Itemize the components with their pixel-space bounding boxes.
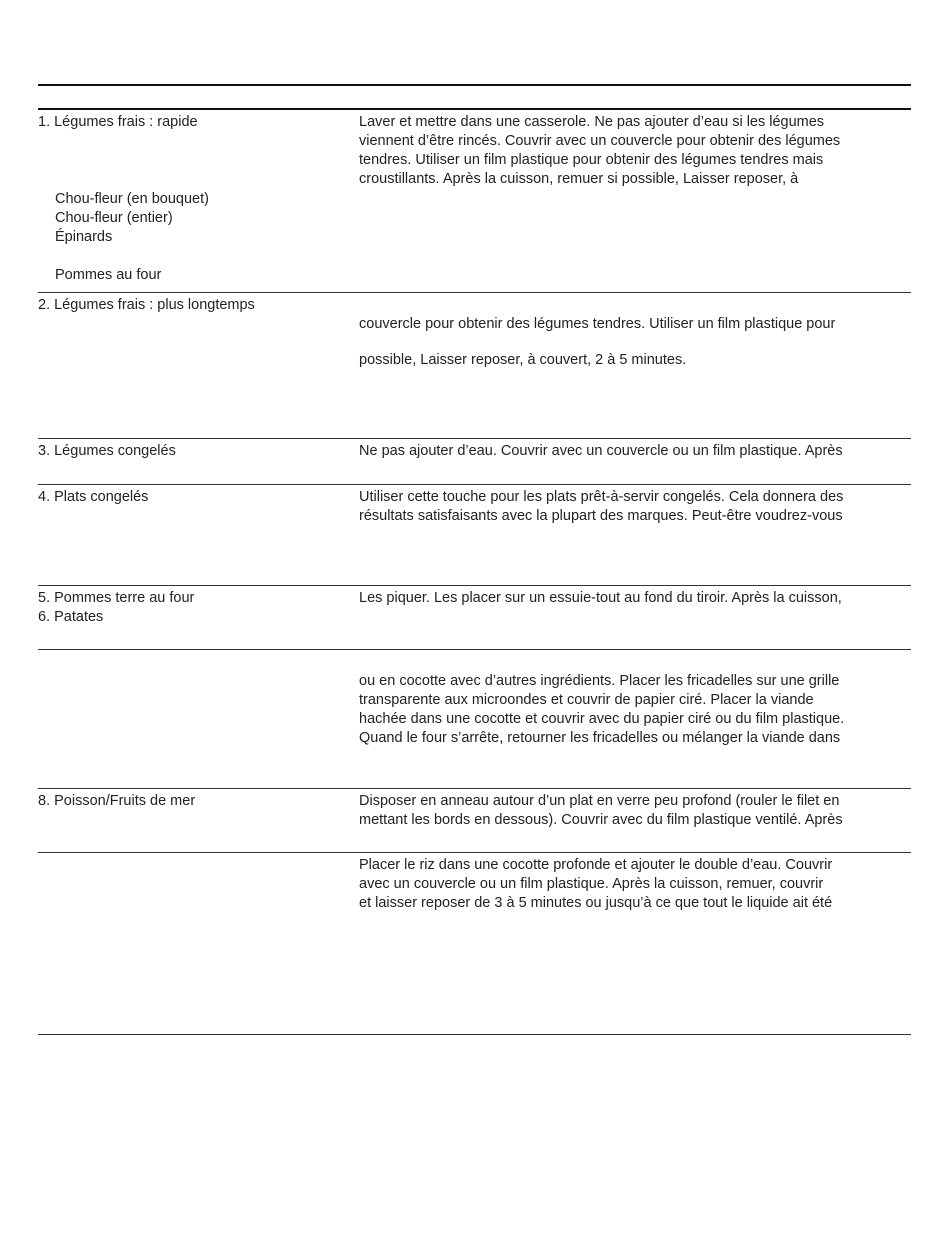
description-line: ou en cocotte avec d’autres ingrédients. Placer les fricadelles sur une grille	[359, 673, 840, 689]
description-line: Quand le four s’arrête, retourner les fricadelles ou mélanger la viande dans	[359, 730, 841, 746]
description-line: croustillants. Après la cuisson, remuer si possible, Laisser reposer, à	[359, 171, 799, 187]
description-line: avec un couvercle ou un film plastique. Après la cuisson, remuer, couvrir	[359, 876, 824, 892]
row-8-label: 8. Poisson/Fruits de mer	[38, 793, 196, 809]
row-1-description	[359, 113, 840, 189]
row-8-description	[359, 792, 843, 830]
description-line: mettant les bords en dessous). Couvrir avec du film plastique ventilé. Après	[359, 812, 843, 828]
description-line: résultats satisfaisants avec la plupart des marques. Peut-être voudrez-vous	[359, 508, 843, 524]
row-3-description: Ne pas ajouter d’eau. Couvrir avec un couvercle ou un film plastique. Après	[359, 443, 843, 459]
header-rule	[38, 108, 911, 110]
row-divider	[38, 649, 911, 650]
description-line: Laver et mettre dans une casserole. Ne pas ajouter d’eau si les légumes	[359, 114, 825, 130]
row-2-description-line: possible, Laisser reposer, à couvert, 2 à 5 minutes.	[359, 352, 687, 368]
food-item: Pommes au four	[55, 267, 162, 283]
top-rule	[38, 84, 911, 86]
bottom-rule	[38, 1034, 911, 1035]
description-line: Disposer en anneau autour d’un plat en verre peu profond (rouler le filet en	[359, 793, 840, 809]
description-line: Utiliser cette touche pour les plats prêt-à-servir congelés. Cela donnera des	[359, 489, 844, 505]
row-2-label: 2. Légumes frais : plus longtemps	[38, 297, 255, 313]
row-divider	[38, 484, 911, 485]
food-item: Épinards	[55, 229, 113, 245]
description-line: et laisser reposer de 3 à 5 minutes ou jusqu’à ce que tout le liquide ait été	[359, 895, 833, 911]
row-5-label	[38, 589, 194, 627]
row-label: 5. Pommes terre au four	[38, 590, 195, 606]
description-line: tendres. Utiliser un film plastique pour obtenir des légumes tendres mais	[359, 152, 824, 168]
row-label: 6. Patates	[38, 609, 104, 625]
description-line: viennent d’être rincés. Couvrir avec un couvercle pour obtenir des légumes	[359, 133, 841, 149]
row-divider	[38, 788, 911, 789]
row-2-description-line: couvercle pour obtenir des légumes tendres. Utiliser un film plastique pour	[359, 316, 836, 332]
row-4-description	[359, 488, 843, 526]
row-3-label: 3. Légumes congelés	[38, 443, 176, 459]
food-item: Chou-fleur (entier)	[55, 210, 173, 226]
row-9-description	[359, 856, 832, 913]
row-7-description	[359, 672, 844, 748]
description-line: transparente aux microondes et couvrir de papier ciré. Placer la viande	[359, 692, 814, 708]
food-item: Chou-fleur (en bouquet)	[55, 191, 209, 207]
description-line: Placer le riz dans une cocotte profonde et ajouter le double d’eau. Couvrir	[359, 857, 833, 873]
row-1-items	[55, 190, 209, 285]
row-divider	[38, 585, 911, 586]
row-1-label: 1. Légumes frais : rapide	[38, 114, 198, 130]
row-divider	[38, 852, 911, 853]
row-4-label: 4. Plats congelés	[38, 489, 149, 505]
description-line: hachée dans une cocotte et couvrir avec du papier ciré ou du film plastique.	[359, 711, 845, 727]
row-divider	[38, 292, 911, 293]
row-5-description: Les piquer. Les placer sur un essuie-tout au fond du tiroir. Après la cuisson,	[359, 590, 842, 606]
row-divider	[38, 438, 911, 439]
